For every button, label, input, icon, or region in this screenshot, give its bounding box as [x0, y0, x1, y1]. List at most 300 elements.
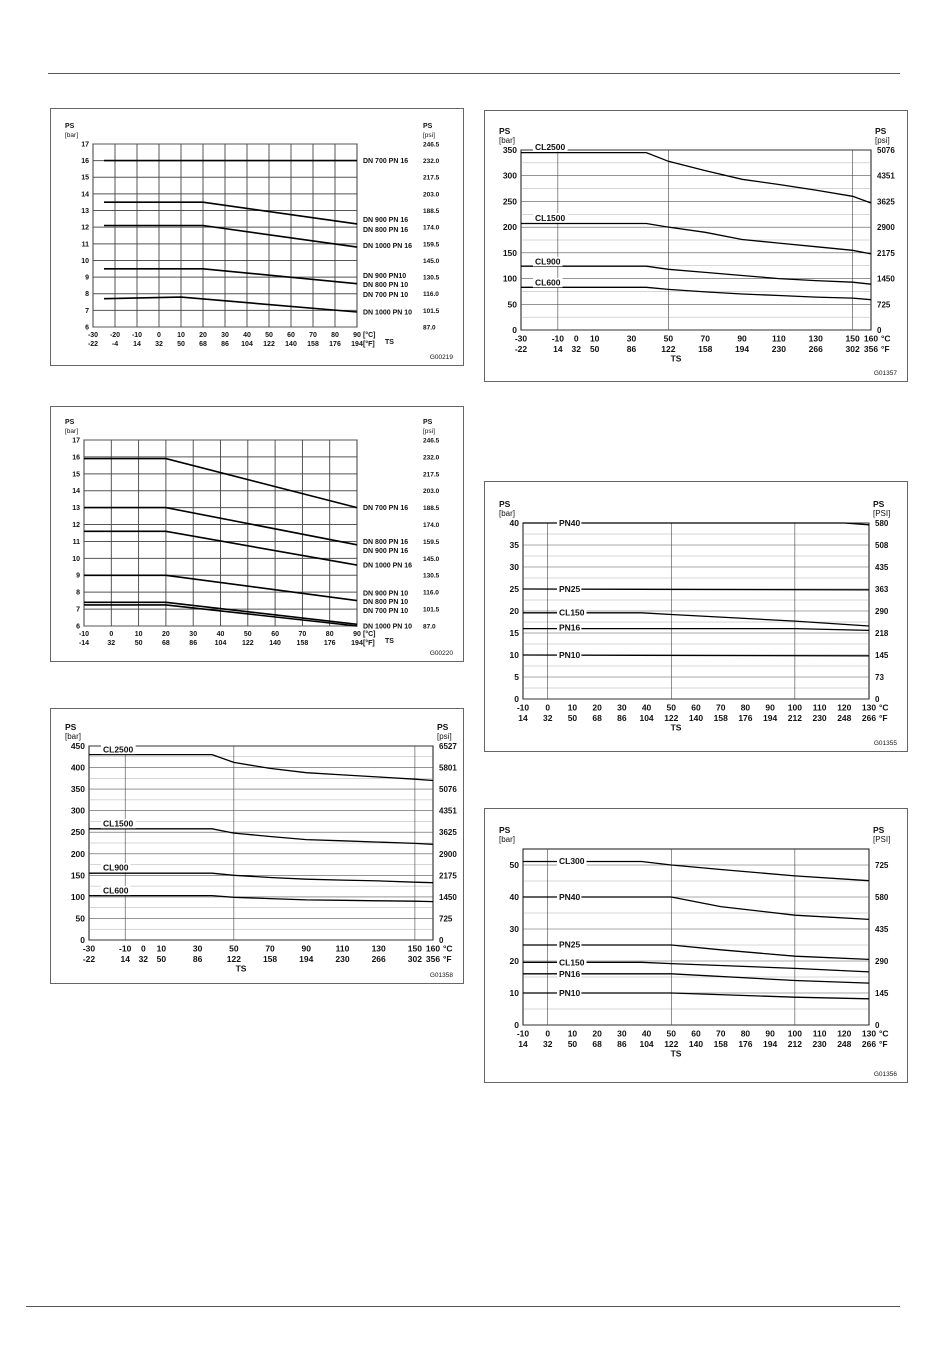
curve-label: DN 700 PN 10	[363, 608, 409, 616]
y-tick-label-left: 15	[509, 627, 519, 638]
curve-label: CL150	[559, 957, 585, 968]
x-tick-label-c: 110	[335, 943, 350, 954]
chart-code: G01358	[429, 972, 453, 979]
x-tick-label-f: 158	[296, 640, 309, 647]
x-unit-f: [°F]	[363, 640, 375, 647]
x-tick-label-c: 40	[216, 631, 225, 638]
y-tick-label-left: 10	[509, 987, 519, 998]
x-tick-label-c: 30	[626, 333, 637, 344]
y-tick-label-left: 150	[502, 247, 517, 258]
y-tick-label-left: 250	[502, 196, 517, 207]
y-axis-unit-right: [psi]	[437, 732, 452, 741]
x-unit-f: °F	[879, 713, 888, 723]
x-tick-label-c: 70	[715, 702, 726, 713]
y-tick-label-left: 16	[72, 454, 80, 462]
chart-g00220	[51, 407, 463, 661]
chart-panel-g00220	[50, 406, 464, 662]
y-tick-label-left: 5	[514, 671, 519, 682]
y-tick-label-left: 15	[81, 174, 89, 182]
x-tick-label-c: 40	[641, 1028, 652, 1039]
x-tick-label-f: 50	[567, 1039, 578, 1049]
x-tick-label-c: 40	[641, 702, 652, 713]
x-tick-label-f: 194	[351, 341, 363, 348]
x-unit-c: °C	[879, 702, 889, 713]
chart-g01357	[485, 111, 907, 381]
x-tick-label-c: 0	[573, 333, 579, 344]
chart-code: G01356	[873, 1071, 897, 1078]
y-tick-label-right: 145	[875, 988, 889, 998]
chart-code: G00220	[429, 650, 453, 657]
y-tick-label-left: 50	[509, 859, 519, 870]
y-axis-title-right: PS	[437, 722, 449, 732]
x-tick-label-f: 158	[713, 713, 728, 723]
curve-label: DN 700 PN 16	[363, 505, 409, 513]
y-tick-label-right: 435	[875, 562, 889, 572]
curve-label: CL600	[103, 885, 129, 896]
x-axis-title: TS	[235, 963, 247, 974]
series-line-cl2500	[521, 153, 871, 203]
x-tick-label-c: 130	[861, 1028, 877, 1039]
x-tick-label-c: 160	[425, 943, 441, 954]
x-tick-label-c: 0	[545, 702, 551, 713]
y-tick-label-left: 13	[81, 207, 89, 215]
x-tick-label-c: 0	[157, 332, 161, 339]
y-tick-label-left: 300	[70, 805, 85, 816]
y-tick-label-right: 725	[439, 914, 453, 924]
y-axis-title-left: PS	[499, 499, 511, 509]
x-tick-label-c: -20	[109, 332, 121, 339]
x-tick-label-c: 50	[265, 332, 273, 339]
y-axis-unit-left: [bar]	[65, 132, 79, 139]
x-tick-label-f: 14	[553, 344, 563, 354]
x-tick-label-f: 194	[299, 954, 314, 964]
curve-label: PN10	[559, 987, 581, 998]
top-rule	[48, 73, 900, 74]
x-tick-label-c: 60	[691, 1028, 701, 1039]
x-tick-label-c: 120	[837, 702, 852, 713]
curve-label: DN 800 PN 16	[363, 538, 409, 546]
y-tick-label-left: 11	[72, 538, 80, 546]
x-tick-label-c: 160	[863, 333, 879, 344]
y-tick-label-right: 725	[877, 300, 891, 310]
y-tick-label-right: 130.5	[423, 572, 440, 580]
x-tick-label-c: 60	[287, 332, 295, 339]
series-line-cl600	[521, 287, 871, 299]
y-tick-label-right: 1450	[877, 274, 895, 284]
y-tick-label-right: 2175	[877, 248, 895, 258]
y-tick-label-right: 130.5	[423, 274, 440, 282]
x-tick-label-f: 230	[335, 954, 350, 964]
x-tick-label-c: 80	[740, 1028, 751, 1039]
y-tick-label-right: 363	[875, 584, 889, 594]
y-tick-label-left: 40	[509, 517, 519, 528]
x-tick-label-f: 194	[763, 713, 778, 723]
y-tick-label-left: 0	[80, 934, 85, 945]
curve-label: PN25	[559, 583, 581, 594]
x-tick-label-c: 100	[787, 702, 802, 713]
x-tick-label-c: 90	[301, 943, 311, 954]
y-tick-label-left: 14	[72, 488, 80, 496]
series-line-cl900	[89, 873, 433, 883]
x-tick-label-c: 70	[700, 333, 710, 344]
y-tick-label-right: 580	[875, 518, 889, 528]
chart-code: G01357	[873, 370, 897, 377]
x-unit-c: [°C]	[363, 631, 376, 638]
x-tick-label-f: 212	[787, 1039, 802, 1049]
curve-label: PN16	[559, 622, 581, 633]
x-tick-label-f: 122	[263, 341, 275, 348]
x-tick-label-f: 122	[664, 1039, 679, 1049]
y-tick-label-left: 250	[70, 827, 85, 838]
x-tick-label-f: 266	[861, 713, 877, 723]
x-tick-label-c: 110	[812, 702, 827, 713]
x-tick-label-c: 20	[162, 631, 170, 638]
y-axis-unit-left: [bar]	[499, 136, 516, 145]
series-line-cl1500	[89, 829, 433, 845]
y-tick-label-right: 87.0	[423, 324, 436, 332]
x-axis-title: TS	[670, 353, 682, 364]
y-tick-label-right: 188.5	[423, 207, 440, 215]
y-tick-label-right: 0	[877, 325, 882, 335]
y-axis-unit-left: [bar]	[65, 428, 79, 435]
x-unit-f: °F	[881, 344, 890, 354]
x-tick-label-f: 86	[221, 341, 229, 348]
y-tick-label-right: 508	[875, 540, 889, 550]
curve-label: PN40	[559, 891, 581, 902]
curve-label: DN 1000 PN 10	[363, 623, 413, 631]
x-tick-label-c: 70	[715, 1028, 726, 1039]
x-tick-label-f: 68	[592, 1039, 602, 1049]
x-tick-label-c: -10	[131, 332, 143, 339]
x-unit-c: °C	[443, 943, 453, 954]
curve-label: DN 900 PN 16	[363, 217, 409, 225]
x-tick-label-f: 356	[425, 954, 441, 964]
y-tick-label-right: 87.0	[423, 623, 436, 631]
curve-label: CL1500	[103, 818, 134, 829]
y-tick-label-right: 246.5	[423, 437, 440, 445]
x-tick-label-f: 14	[133, 341, 141, 348]
y-tick-label-right: 5076	[439, 785, 457, 795]
x-tick-label-f: 50	[567, 713, 578, 723]
x-tick-label-f: 14	[518, 1039, 528, 1049]
y-axis-title-left: PS	[65, 722, 77, 732]
y-tick-label-right: 159.5	[423, 241, 440, 249]
y-tick-label-right: 2900	[439, 849, 457, 859]
y-tick-label-right: 290	[875, 606, 889, 616]
x-tick-label-f: 86	[626, 344, 637, 354]
x-tick-label-f: 32	[542, 713, 553, 723]
y-tick-label-right: 174.0	[423, 521, 440, 529]
y-tick-label-right: 5076	[877, 145, 895, 155]
y-tick-label-right: 203.0	[423, 488, 440, 496]
curve-label: DN 1000 PN 10	[363, 309, 413, 317]
y-tick-label-left: 8	[85, 291, 89, 299]
x-tick-label-f: 104	[639, 713, 654, 723]
x-tick-label-c: 130	[371, 943, 386, 954]
x-tick-label-f: 176	[329, 341, 341, 348]
x-tick-label-c: -10	[516, 1028, 530, 1039]
x-tick-label-f: 140	[688, 713, 704, 723]
y-tick-label-right: 217.5	[423, 471, 440, 479]
x-tick-label-c: -10	[119, 943, 132, 954]
y-tick-label-left: 0	[512, 324, 517, 335]
y-tick-label-left: 11	[81, 241, 89, 249]
x-tick-label-f: 32	[571, 344, 581, 354]
y-tick-label-right: 159.5	[423, 538, 440, 546]
x-tick-label-c: 150	[407, 943, 422, 954]
y-axis-unit-left: [bar]	[65, 732, 82, 741]
curve-label: PN16	[559, 968, 581, 979]
y-tick-label-right: 116.0	[423, 291, 439, 299]
y-tick-label-left: 35	[509, 539, 519, 550]
x-tick-label-f: 194	[351, 640, 363, 647]
x-tick-label-c: 10	[589, 333, 600, 344]
series-line-dn-900-pn10	[104, 269, 357, 284]
x-tick-label-c: 70	[265, 943, 275, 954]
y-tick-label-left: 14	[81, 191, 89, 199]
y-tick-label-right: 116.0	[423, 589, 439, 597]
x-tick-label-f: 176	[738, 1039, 753, 1049]
x-tick-label-c: 70	[298, 631, 307, 638]
x-tick-label-c: 50	[666, 702, 677, 713]
x-tick-label-f: 68	[592, 713, 602, 723]
y-axis-unit-right: [psi]	[423, 132, 435, 139]
curve-label: PN40	[559, 517, 581, 528]
x-tick-label-f: 230	[771, 344, 786, 354]
x-tick-label-f: 122	[664, 713, 679, 723]
chart-panel-g00219	[50, 108, 464, 366]
y-tick-label-right: 580	[875, 892, 889, 902]
series-line-cl600	[89, 896, 433, 902]
series-line-dn-700-pn-10	[104, 297, 357, 312]
y-tick-label-left: 9	[85, 274, 89, 282]
y-tick-label-left: 350	[502, 144, 517, 155]
x-tick-label-f: 194	[734, 344, 750, 354]
curve-label: DN 700 PN 10	[363, 292, 409, 300]
x-tick-label-f: 176	[323, 640, 336, 647]
y-tick-label-left: 30	[509, 561, 519, 572]
y-tick-label-left: 50	[75, 913, 85, 924]
y-tick-label-left: 17	[72, 437, 80, 445]
y-tick-label-right: 232.0	[423, 158, 440, 166]
x-tick-label-c: 150	[845, 333, 860, 344]
x-unit-f: [°F]	[363, 341, 375, 348]
y-tick-label-left: 6	[85, 324, 89, 332]
x-tick-label-c: -10	[516, 702, 530, 713]
x-unit-c: °C	[879, 1028, 889, 1039]
y-tick-label-left: 12	[81, 224, 89, 232]
x-tick-label-f: 158	[698, 344, 713, 354]
x-tick-label-f: 302	[845, 344, 860, 354]
y-tick-label-right: 145.0	[423, 555, 440, 563]
x-axis-title: TS	[385, 339, 394, 346]
y-tick-label-right: 725	[875, 860, 889, 870]
x-tick-label-c: -30	[87, 332, 99, 339]
x-tick-label-f: 230	[812, 713, 827, 723]
y-tick-label-left: 10	[81, 257, 89, 265]
x-tick-label-c: 50	[243, 631, 252, 638]
y-axis-title-left: PS	[65, 419, 75, 426]
x-tick-label-c: 90	[765, 702, 775, 713]
x-axis-title: TS	[385, 638, 394, 645]
x-tick-label-c: 10	[156, 943, 167, 954]
y-tick-label-right: 174.0	[423, 224, 440, 232]
y-tick-label-right: 145	[875, 650, 889, 660]
x-tick-label-f: 86	[189, 640, 198, 647]
y-tick-label-right: 0	[875, 1020, 880, 1030]
y-tick-label-right: 1450	[439, 892, 457, 902]
curve-label: DN 900 PN10	[363, 272, 407, 280]
x-tick-label-f: 14	[120, 954, 130, 964]
x-tick-label-c: 30	[192, 943, 203, 954]
y-axis-title-right: PS	[873, 825, 885, 835]
x-tick-label-f: 104	[241, 341, 253, 348]
y-tick-label-left: 7	[85, 307, 89, 315]
y-axis-unit-left: [bar]	[499, 835, 516, 844]
y-axis-title-right: PS	[423, 123, 433, 130]
x-tick-label-f: 266	[861, 1039, 877, 1049]
y-tick-label-left: 100	[502, 273, 517, 284]
x-tick-label-c: 80	[325, 631, 334, 638]
x-tick-label-f: -22	[82, 954, 96, 964]
x-tick-label-f: 86	[617, 713, 627, 723]
y-tick-label-right: 217.5	[423, 174, 440, 182]
x-tick-label-c: 0	[140, 943, 146, 954]
x-tick-label-c: 30	[189, 631, 198, 638]
y-tick-label-left: 0	[514, 1019, 519, 1030]
y-tick-label-right: 4351	[439, 806, 457, 816]
x-tick-label-f: 32	[107, 640, 116, 647]
x-tick-label-f: 122	[241, 640, 254, 647]
chart-g01356	[485, 809, 907, 1082]
x-tick-label-f: 50	[134, 640, 143, 647]
x-tick-label-c: 120	[837, 1028, 852, 1039]
x-tick-label-f: 122	[226, 954, 241, 964]
x-tick-label-c: 30	[617, 1028, 627, 1039]
y-tick-label-left: 16	[81, 158, 89, 166]
x-tick-label-f: 140	[269, 640, 281, 647]
y-tick-label-right: 435	[875, 924, 889, 934]
curve-label: CL150	[559, 607, 585, 618]
x-tick-label-f: 140	[688, 1039, 704, 1049]
y-axis-title-right: PS	[423, 419, 433, 426]
y-tick-label-left: 0	[514, 693, 519, 704]
y-axis-title-left: PS	[499, 825, 511, 835]
bottom-rule	[26, 1306, 900, 1307]
y-axis-title-left: PS	[65, 123, 75, 130]
y-axis-unit-left: [bar]	[499, 509, 516, 518]
x-tick-label-f: 86	[192, 954, 203, 964]
x-tick-label-c: 110	[772, 333, 786, 344]
y-tick-label-right: 232.0	[423, 454, 440, 462]
x-tick-label-f: 212	[787, 713, 802, 723]
chart-code: G01355	[873, 740, 897, 747]
x-tick-label-f: 104	[639, 1039, 654, 1049]
y-tick-label-left: 200	[502, 222, 517, 233]
x-tick-label-f: 32	[542, 1039, 553, 1049]
x-tick-label-f: 176	[738, 713, 753, 723]
x-tick-label-c: 20	[199, 332, 207, 339]
y-tick-label-left: 17	[81, 141, 89, 149]
curve-label: CL2500	[535, 141, 566, 152]
x-tick-label-f: 14	[518, 713, 528, 723]
y-tick-label-right: 218	[875, 628, 889, 638]
x-tick-label-c: 10	[134, 631, 143, 638]
curve-label: DN 900 PN 16	[363, 548, 409, 556]
y-tick-label-right: 0	[875, 694, 880, 704]
x-tick-label-c: 10	[567, 702, 578, 713]
y-axis-title-left: PS	[499, 126, 511, 136]
x-tick-label-c: 50	[666, 1028, 677, 1039]
y-tick-label-left: 100	[70, 891, 85, 902]
x-tick-label-f: 266	[371, 954, 386, 964]
y-axis-unit-right: [psi]	[875, 136, 890, 145]
y-tick-label-right: 4351	[877, 171, 895, 181]
x-tick-label-f: 122	[661, 344, 676, 354]
y-tick-label-left: 50	[507, 299, 517, 310]
y-tick-label-right: 101.5	[423, 606, 440, 614]
x-tick-label-f: 68	[162, 640, 170, 647]
curve-label: CL600	[535, 277, 561, 288]
y-tick-label-left: 450	[70, 740, 85, 751]
y-tick-label-left: 6	[76, 623, 80, 631]
x-tick-label-f: 158	[713, 1039, 728, 1049]
y-tick-label-right: 203.0	[423, 191, 440, 199]
curve-label: CL900	[535, 256, 561, 267]
x-tick-label-c: 0	[545, 1028, 551, 1039]
x-tick-label-c: 10	[177, 332, 185, 339]
y-tick-label-left: 15	[72, 471, 80, 479]
x-tick-label-f: 50	[589, 344, 600, 354]
x-tick-label-f: 68	[199, 341, 207, 348]
series-line-cl900	[521, 266, 871, 284]
y-tick-label-right: 3625	[439, 828, 457, 838]
x-tick-label-c: 130	[861, 702, 877, 713]
y-tick-label-left: 20	[509, 605, 519, 616]
x-tick-label-c: 30	[221, 332, 229, 339]
y-tick-label-left: 10	[72, 555, 80, 563]
chart-g01355	[485, 482, 907, 751]
curve-label: CL2500	[103, 744, 134, 755]
curve-label: DN 800 PN 16	[363, 227, 409, 235]
x-tick-label-c: 20	[592, 1028, 602, 1039]
y-tick-label-left: 350	[70, 784, 85, 795]
x-tick-label-c: 90	[353, 332, 361, 339]
x-unit-f: °F	[443, 954, 452, 964]
x-tick-label-c: 70	[309, 332, 317, 339]
y-tick-label-right: 188.5	[423, 505, 440, 513]
y-axis-unit-right: [PSI]	[873, 509, 891, 518]
series-line-dn-800-pn-16	[104, 202, 357, 224]
x-axis-title: TS	[670, 722, 682, 733]
y-axis-unit-right: [PSI]	[873, 835, 891, 844]
y-tick-label-left: 8	[76, 589, 80, 597]
y-tick-label-left: 30	[509, 923, 519, 934]
y-tick-label-right: 145.0	[423, 257, 440, 265]
x-tick-label-f: 158	[307, 341, 319, 348]
x-tick-label-c: 100	[787, 1028, 802, 1039]
x-tick-label-c: -10	[78, 631, 90, 638]
x-tick-label-f: 50	[156, 954, 167, 964]
curve-label: PN25	[559, 939, 581, 950]
x-tick-label-c: 110	[812, 1028, 827, 1039]
y-tick-label-left: 25	[509, 583, 519, 594]
x-tick-label-f: 158	[262, 954, 278, 964]
y-tick-label-right: 3625	[877, 197, 895, 207]
x-tick-label-c: 90	[737, 333, 747, 344]
y-tick-label-left: 150	[70, 870, 85, 881]
chart-panel-g01357	[484, 110, 908, 382]
